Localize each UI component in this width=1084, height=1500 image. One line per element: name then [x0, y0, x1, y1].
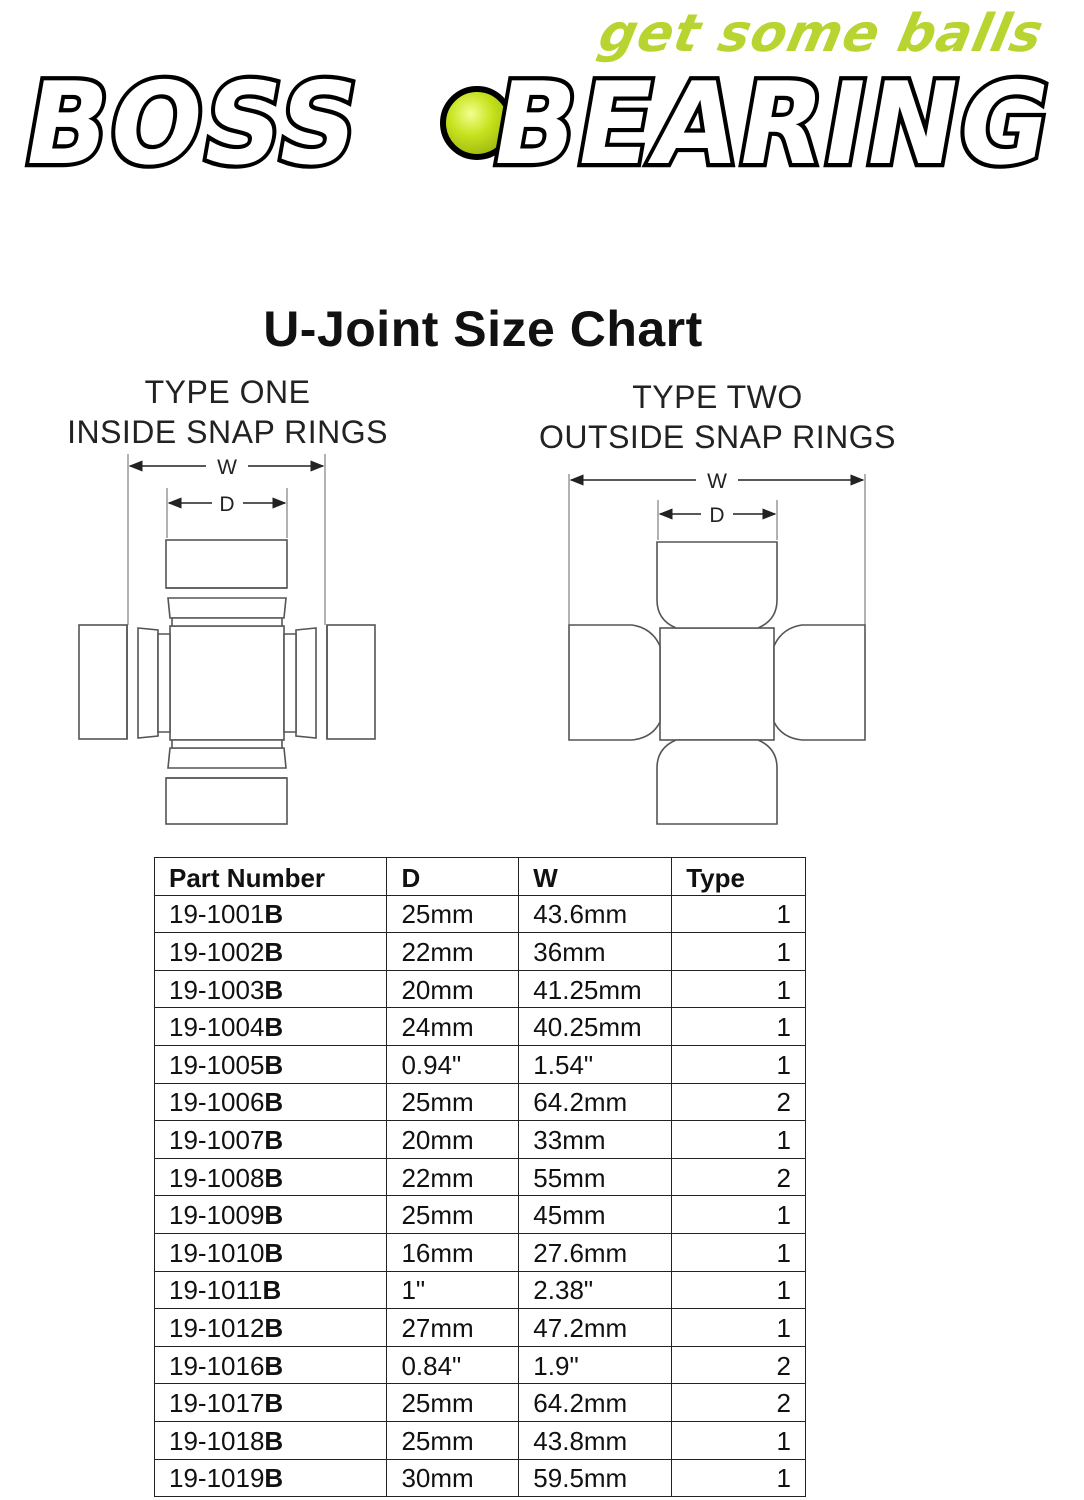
table-row	[155, 1196, 806, 1234]
logo-word-boss: BOSS	[14, 58, 371, 191]
part-number-suffix: B	[264, 1049, 284, 1080]
part-number-cell	[155, 1233, 387, 1271]
part-number: 19-1007	[169, 1124, 265, 1155]
part-number: 19-1005	[169, 1049, 265, 1080]
part-number: 19-1017	[169, 1388, 265, 1419]
type-one-line2: INSIDE SNAP RINGS	[67, 414, 388, 450]
part-number-cell	[155, 1346, 387, 1384]
table-row	[155, 1045, 806, 1083]
w-cell: 59.5mm	[519, 1459, 672, 1497]
table-row	[155, 1271, 806, 1309]
w-cell: 36mm	[519, 933, 672, 971]
part-number: 19-1002	[169, 936, 265, 967]
part-number-cell	[155, 1421, 387, 1459]
type-cell: 1	[672, 1459, 806, 1497]
table-row	[155, 895, 806, 933]
table-body	[155, 895, 806, 1497]
part-number: 19-1008	[169, 1162, 265, 1193]
w-cell: 43.6mm	[519, 895, 672, 933]
part-number-cell	[155, 1083, 387, 1121]
type-one-line1: TYPE ONE	[144, 374, 311, 410]
part-number: 19-1009	[169, 1200, 265, 1231]
w-cell: 64.2mm	[519, 1384, 672, 1422]
part-number: 19-1010	[169, 1237, 265, 1268]
part-number-suffix: B	[264, 1200, 284, 1231]
w-cell: 2.38"	[519, 1271, 672, 1309]
part-number-suffix: B	[264, 1425, 284, 1456]
type-two-d-label: D	[709, 504, 725, 527]
type-cell: 2	[672, 1083, 806, 1121]
part-number: 19-1012	[169, 1312, 265, 1343]
part-number-cell	[155, 933, 387, 971]
type-cell: 1	[672, 933, 806, 971]
w-cell: 43.8mm	[519, 1421, 672, 1459]
w-cell: 40.25mm	[519, 1008, 672, 1046]
part-number: 19-1016	[169, 1350, 265, 1381]
part-number-cell	[155, 1459, 387, 1497]
part-number: 19-1006	[169, 1087, 265, 1118]
type-cell: 1	[672, 1309, 806, 1347]
d-cell: 25mm	[387, 1083, 519, 1121]
type-cell: 1	[672, 1271, 806, 1309]
type-cell: 1	[672, 970, 806, 1008]
part-number-suffix: B	[264, 1388, 284, 1419]
table-row	[155, 1083, 806, 1121]
w-cell: 64.2mm	[519, 1083, 672, 1121]
part-number: 19-1019	[169, 1463, 265, 1494]
part-number-suffix: B	[264, 1124, 284, 1155]
table-row	[155, 970, 806, 1008]
logo-tagline: get some balls	[593, 4, 1049, 64]
d-cell: 25mm	[387, 1421, 519, 1459]
d-cell: 24mm	[387, 1008, 519, 1046]
part-number-suffix: B	[264, 899, 284, 930]
part-number-suffix: B	[264, 936, 284, 967]
table-row	[155, 933, 806, 971]
table-row	[155, 1008, 806, 1046]
type-cell: 2	[672, 1384, 806, 1422]
part-number: 19-1003	[169, 974, 265, 1005]
header-d: D	[387, 858, 519, 896]
w-cell: 1.54"	[519, 1045, 672, 1083]
part-number-suffix: B	[264, 974, 284, 1005]
part-number-cell	[155, 1158, 387, 1196]
logo-wordmark	[8, 58, 1076, 191]
header-type: Type	[672, 858, 806, 896]
d-cell: 27mm	[387, 1309, 519, 1347]
size-chart-table	[154, 857, 806, 1497]
type-cell: 1	[672, 1196, 806, 1234]
part-number-suffix: B	[264, 1087, 284, 1118]
table-row	[155, 1158, 806, 1196]
d-cell: 1"	[387, 1271, 519, 1309]
type-two-line1: TYPE TWO	[632, 379, 803, 415]
w-cell: 47.2mm	[519, 1309, 672, 1347]
part-number: 19-1001	[169, 899, 265, 930]
part-number: 19-1011	[169, 1275, 263, 1306]
part-number-suffix: B	[264, 1237, 284, 1268]
part-number-cell	[155, 1309, 387, 1347]
part-number: 19-1004	[169, 1012, 265, 1043]
type-cell: 2	[672, 1158, 806, 1196]
d-cell: 20mm	[387, 1121, 519, 1159]
w-cell: 55mm	[519, 1158, 672, 1196]
part-number-suffix: B	[264, 1012, 284, 1043]
d-cell: 16mm	[387, 1233, 519, 1271]
table-row	[155, 1384, 806, 1422]
header-w: W	[519, 858, 672, 896]
table-row	[155, 1459, 806, 1497]
part-number-cell	[155, 1384, 387, 1422]
part-number-suffix: B	[264, 1312, 284, 1343]
w-cell: 33mm	[519, 1121, 672, 1159]
d-cell: 22mm	[387, 1158, 519, 1196]
part-number-cell	[155, 1121, 387, 1159]
type-two-line2: OUTSIDE SNAP RINGS	[539, 419, 896, 455]
part-number-cell	[155, 970, 387, 1008]
type-cell: 1	[672, 1421, 806, 1459]
logo-word-bearing: BEARING	[482, 58, 1062, 191]
table-row	[155, 1233, 806, 1271]
w-cell: 41.25mm	[519, 970, 672, 1008]
d-cell: 25mm	[387, 1384, 519, 1422]
w-cell: 27.6mm	[519, 1233, 672, 1271]
type-cell: 1	[672, 1233, 806, 1271]
type-cell: 1	[672, 895, 806, 933]
part-number-suffix: B	[264, 1463, 284, 1494]
header-part-number: Part Number	[155, 858, 387, 896]
page-title: U-Joint Size Chart	[263, 301, 703, 357]
part-number-cell	[155, 895, 387, 933]
type-cell: 2	[672, 1346, 806, 1384]
part-number-cell	[155, 1045, 387, 1083]
table-row	[155, 1421, 806, 1459]
d-cell: 30mm	[387, 1459, 519, 1497]
table-row	[155, 1121, 806, 1159]
d-cell: 20mm	[387, 970, 519, 1008]
type-cell: 1	[672, 1045, 806, 1083]
type-two-w-label: W	[707, 470, 727, 493]
part-number-cell	[155, 1271, 387, 1309]
w-cell: 45mm	[519, 1196, 672, 1234]
d-cell: 25mm	[387, 1196, 519, 1234]
type-cell: 1	[672, 1121, 806, 1159]
w-cell: 1.9"	[519, 1346, 672, 1384]
table-row	[155, 1309, 806, 1347]
type-one-d-label: D	[219, 493, 235, 516]
d-cell: 0.94"	[387, 1045, 519, 1083]
part-number-suffix: B	[264, 1162, 284, 1193]
type-cell: 1	[672, 1008, 806, 1046]
brand-logo	[0, 0, 1084, 200]
table-header-row	[155, 858, 806, 896]
part-number-cell	[155, 1008, 387, 1046]
type-one-w-label: W	[217, 456, 237, 479]
d-cell: 0.84"	[387, 1346, 519, 1384]
d-cell: 22mm	[387, 933, 519, 971]
ujoint-diagrams	[0, 440, 1084, 840]
table-row	[155, 1346, 806, 1384]
part-number-cell	[155, 1196, 387, 1234]
part-number-suffix: B	[264, 1350, 284, 1381]
d-cell: 25mm	[387, 895, 519, 933]
part-number-suffix: B	[262, 1275, 282, 1306]
part-number: 19-1018	[169, 1425, 265, 1456]
